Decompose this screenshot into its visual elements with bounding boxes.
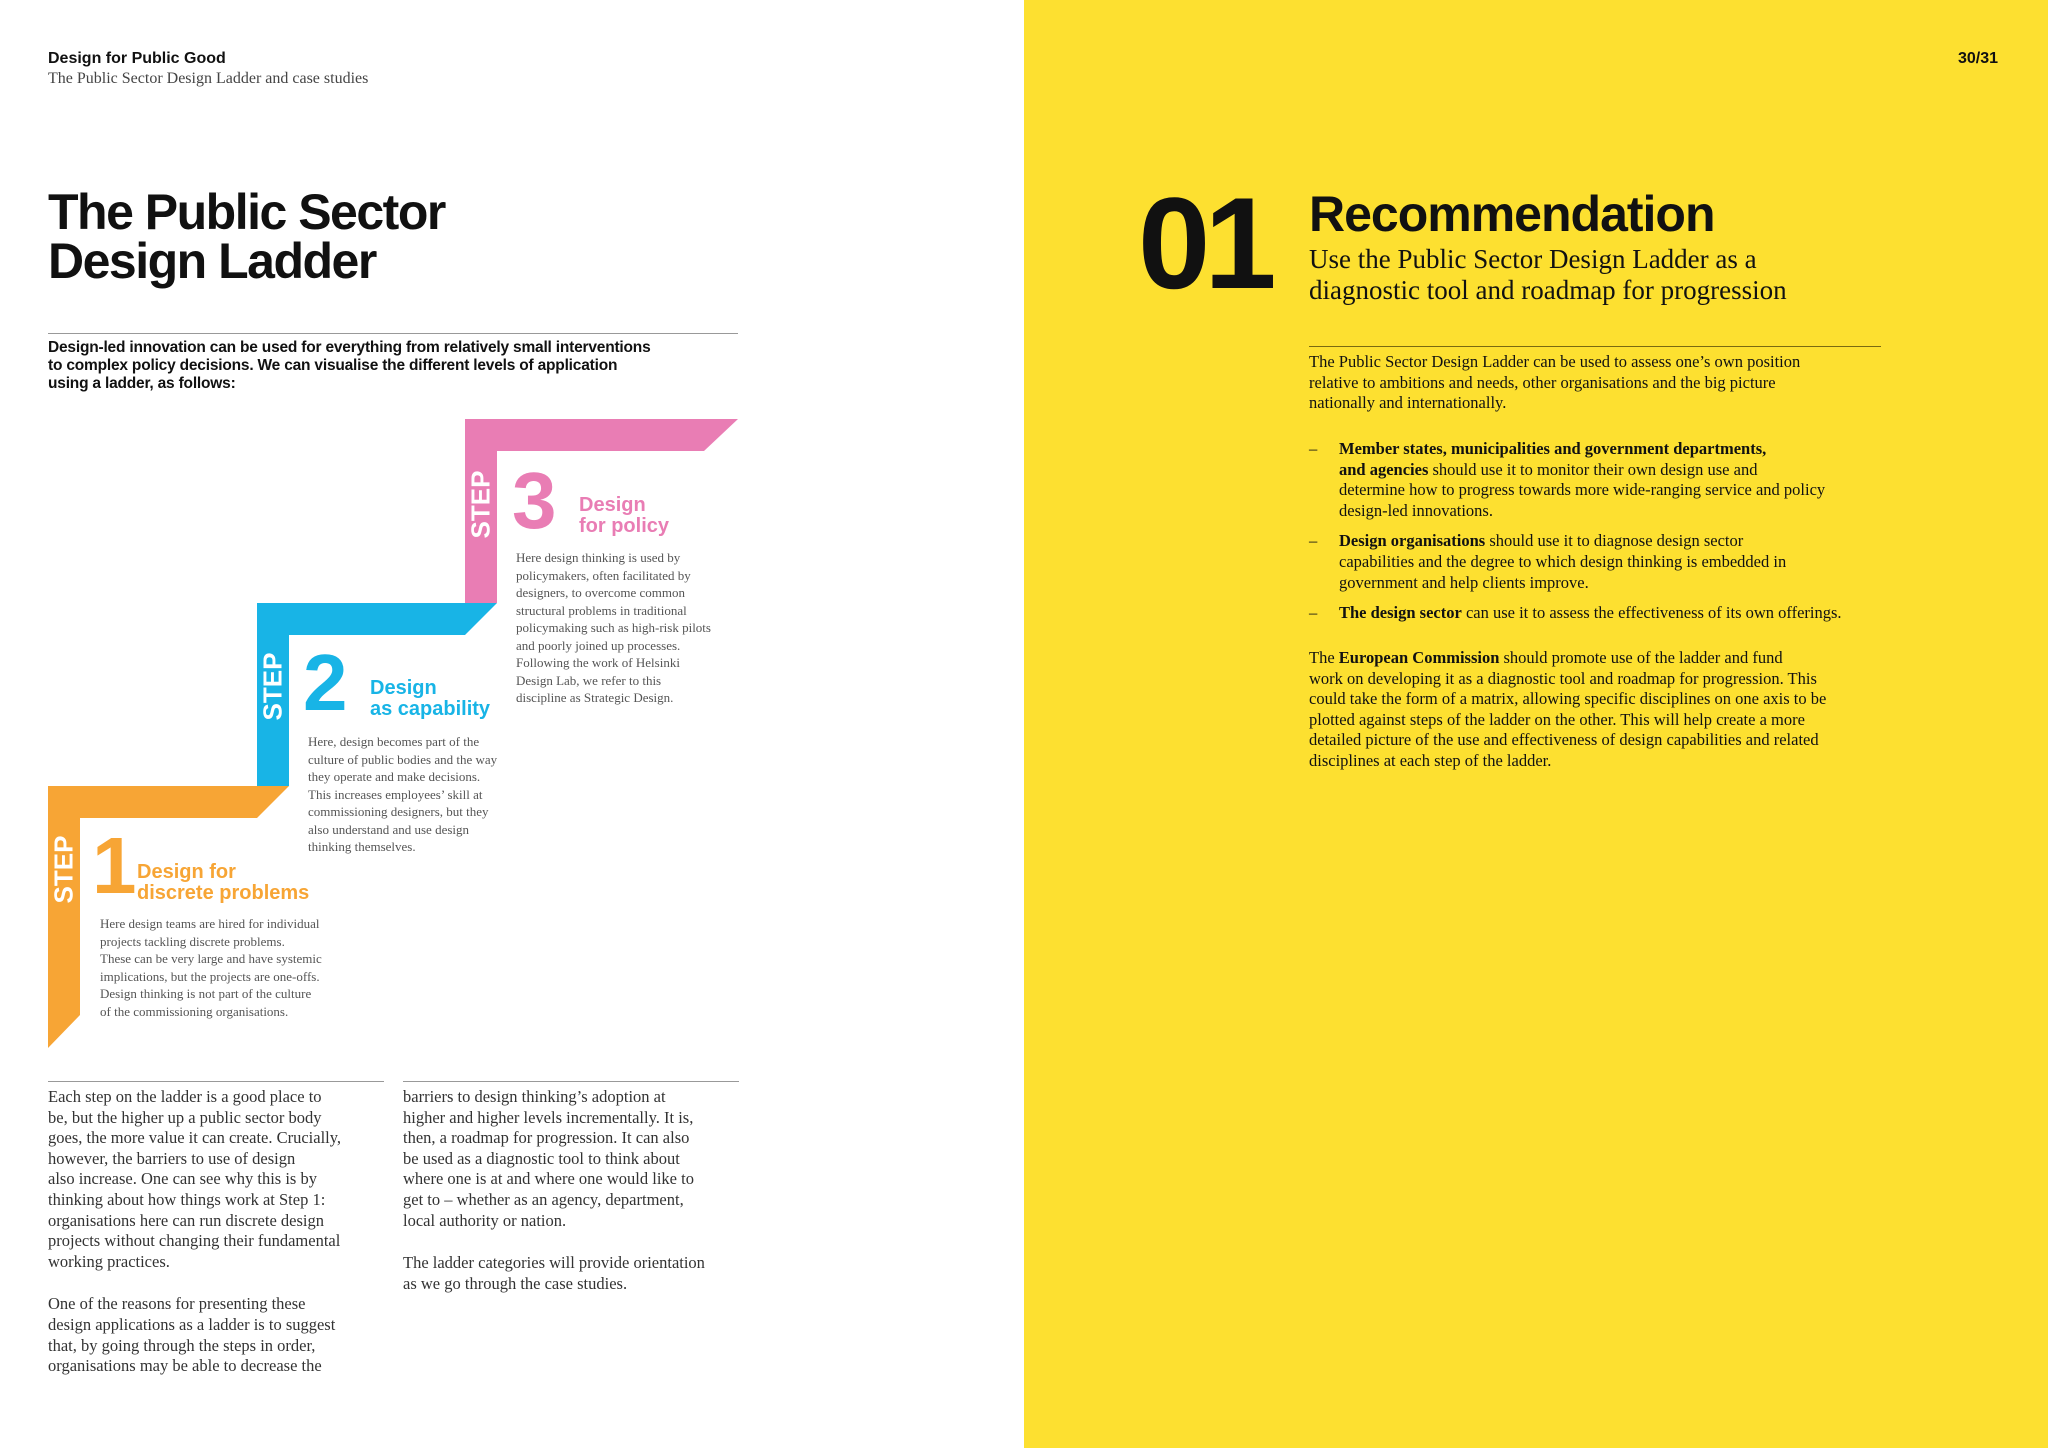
closing-bold: European Commission: [1338, 648, 1500, 667]
recommendation-closing: [1309, 648, 1889, 772]
subtitle-line: diagnostic tool and roadmap for progression: [1309, 275, 1787, 305]
closing-line: disciplines at each step of the ladder.: [1309, 750, 1552, 770]
page-title-line1: The Public Sector: [48, 184, 445, 240]
step-1-description: [100, 915, 322, 1020]
body-line: projects without changing their fundamental: [48, 1231, 341, 1251]
list-item: [1309, 603, 1889, 624]
body-line: working practices.: [48, 1251, 170, 1271]
closing-line: could take the form of a matrix, allowing specific disciplines on one axis to be: [1309, 689, 1827, 709]
recommendation-intro: [1309, 352, 1889, 414]
desc-line: This increases employees’ skill at: [308, 786, 483, 802]
intro-line: relative to ambitions and needs, other organisations and the big picture: [1309, 372, 1776, 392]
recommendation-list: [1309, 439, 1889, 634]
desc-line: implications, but the projects are one-offs.: [100, 968, 320, 984]
desc-line: discipline as Strategic Design.: [516, 690, 674, 705]
recommendation-title: Recommendation: [1309, 186, 1715, 242]
desc-line: policymaking such as high-risk pilots: [516, 620, 711, 635]
body-line: however, the barriers to use of design: [48, 1148, 296, 1168]
step-3-number: 3: [512, 456, 557, 545]
desc-line: and poorly joined up processes.: [516, 637, 681, 653]
recommendation-subtitle: [1309, 244, 1869, 306]
subtitle-line: Use the Public Sector Design Ladder as a: [1309, 244, 1757, 274]
body-line: then, a roadmap for progression. It can also: [403, 1128, 690, 1148]
desc-line: projects tackling discrete problems.: [100, 933, 285, 949]
body-line: barriers to design thinking’s adoption at: [403, 1087, 666, 1106]
body-line: where one is at and where one would like to: [403, 1169, 694, 1189]
desc-line: Here design teams are hired for individual: [100, 916, 320, 931]
desc-line: of the commissioning organisations.: [100, 1003, 289, 1019]
bullet-dash: –: [1309, 603, 1318, 623]
desc-line: Here, design becomes part of the: [308, 734, 480, 749]
body-paragraph: [403, 1087, 748, 1231]
column-2-divider: [403, 1081, 739, 1082]
body-paragraph: [48, 1294, 393, 1376]
step-2-description: [308, 733, 497, 856]
intro-line: using a ladder, as follows:: [48, 375, 236, 392]
body-line: thinking about how things work at Step 1:: [48, 1189, 326, 1209]
page-number: 30/31: [1957, 50, 1998, 67]
bullet-bold: and agencies: [1339, 459, 1429, 479]
list-item: [1309, 531, 1889, 593]
bullet-text: can use it to assess the effectiveness of its own offerings.: [1461, 603, 1842, 623]
body-line: goes, the more value it can create. Crucially,: [48, 1128, 342, 1148]
body-line: Each step on the ladder is a good place to: [48, 1087, 322, 1106]
step-2-title-line1: Design: [370, 677, 437, 699]
bullet-dash: –: [1309, 531, 1318, 551]
intro-line: Design-led innovation can be used for everything from relatively small interventions: [48, 339, 651, 356]
desc-line: Design Lab, we refer to this: [516, 672, 662, 688]
step-2-number: 2: [303, 638, 348, 727]
step-3-title: [579, 495, 669, 537]
desc-line: Following the work of Helsinki: [516, 655, 680, 670]
intro-line: to complex policy decisions. We can visualise the different levels of application: [48, 357, 618, 374]
body-line: The ladder categories will provide orientation: [403, 1253, 705, 1273]
page-title-line2: Design Ladder: [48, 233, 376, 289]
step-2-title-line2: as capability: [370, 698, 491, 720]
closing-text: The: [1309, 648, 1339, 667]
desc-line: also understand and use design: [308, 821, 470, 837]
body-column-2: [403, 1087, 748, 1316]
step-1-title-line1: Design for: [137, 861, 236, 883]
document-subtitle: The Public Sector Design Ladder and case studies: [48, 70, 369, 87]
bullet-text: capabilities and the degree to which design thinking is embedded in: [1339, 551, 1787, 571]
bullet-text: government and help clients improve.: [1339, 572, 1589, 592]
closing-text: should promote use of the ladder and fund: [1499, 648, 1783, 667]
closing-line: work on developing it as a diagnostic tool and roadmap for progression. This: [1309, 668, 1817, 688]
body-line: as we go through the case studies.: [403, 1273, 628, 1293]
step-3-description: [516, 549, 711, 707]
bullet-text: should use it to monitor their own design use and: [1428, 459, 1758, 479]
desc-line: commissioning designers, but they: [308, 804, 489, 819]
closing-line: plotted against steps of the ladder on the other. This will help create a more: [1309, 709, 1805, 729]
column-1-divider: [48, 1081, 384, 1082]
step-1-number: 1: [92, 821, 137, 910]
body-line: get to – whether as an agency, department,: [403, 1189, 684, 1209]
desc-line: Design thinking is not part of the culture: [100, 986, 312, 1001]
body-line: be, but the higher up a public sector body: [48, 1107, 322, 1127]
desc-line: culture of public bodies and the way: [308, 751, 498, 767]
bullet-bold: The design sector: [1339, 603, 1462, 623]
body-paragraph: [48, 1087, 393, 1272]
desc-line: structural problems in traditional: [516, 602, 687, 618]
recommendation-number: 01: [1138, 170, 1271, 316]
step-1-title-line2: discrete problems: [137, 882, 310, 904]
bullet-bold: Member states, municipalities and government departments,: [1339, 439, 1767, 458]
body-line: that, by going through the steps in order,: [48, 1335, 316, 1355]
step-3-label: STEP: [465, 470, 496, 539]
intro-line: The Public Sector Design Ladder can be used to assess one’s own position: [1309, 352, 1801, 371]
step-3-title-line1: Design: [579, 494, 646, 516]
step-1-label: STEP: [48, 835, 79, 904]
body-line: design applications as a ladder is to suggest: [48, 1314, 336, 1334]
recommendation-divider: [1309, 346, 1881, 347]
bullet-text: determine how to progress towards more wide-ranging service and policy: [1339, 480, 1826, 500]
intro-line: nationally and internationally.: [1309, 393, 1507, 413]
list-item: [1309, 439, 1889, 521]
body-line: local authority or nation.: [403, 1210, 567, 1230]
body-line: One of the reasons for presenting these: [48, 1294, 306, 1314]
desc-line: they operate and make decisions.: [308, 769, 481, 784]
desc-line: policymakers, often facilitated by: [516, 567, 691, 583]
step-2-label: STEP: [257, 652, 288, 721]
body-line: be used as a diagnostic tool to think about: [403, 1148, 680, 1168]
document-title: Design for Public Good: [48, 50, 226, 67]
bullet-text: design-led innovations.: [1339, 500, 1493, 520]
step-3-title-line2: for policy: [579, 515, 670, 537]
desc-line: These can be very large and have systemic: [100, 951, 322, 966]
body-line: higher and higher levels incrementally. It is,: [403, 1107, 694, 1127]
body-line: organisations may be able to decrease the: [48, 1356, 322, 1376]
desc-line: Here design thinking is used by: [516, 550, 681, 565]
closing-line: detailed picture of the use and effectiveness of design capabilities and related: [1309, 730, 1819, 750]
body-line: organisations here can run discrete design: [48, 1210, 324, 1230]
bullet-dash: –: [1309, 439, 1318, 458]
desc-line: designers, to overcome common: [516, 585, 685, 600]
desc-line: thinking themselves.: [308, 839, 416, 854]
step-2-title: [370, 678, 490, 720]
step-1-title: [137, 862, 309, 904]
bullet-bold: Design organisations: [1339, 531, 1486, 551]
body-paragraph: [403, 1253, 748, 1294]
bullet-text: should use it to diagnose design sector: [1485, 531, 1744, 551]
body-column-1: [48, 1087, 393, 1399]
body-line: also increase. One can see why this is by: [48, 1169, 317, 1189]
